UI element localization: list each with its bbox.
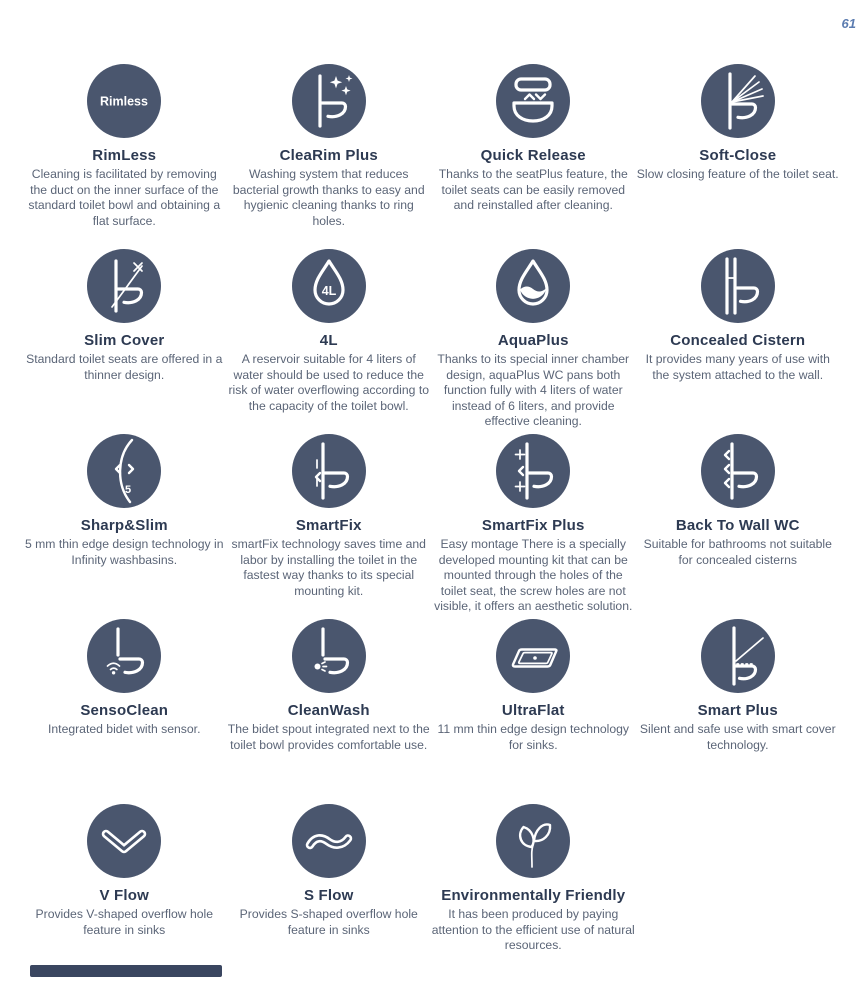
feature-description: Integrated bidet with sensor.	[48, 722, 201, 736]
feature-title: RimLess	[92, 147, 157, 164]
aquaplus-drop-icon	[496, 249, 570, 323]
feature-card-concealed-cistern	[636, 249, 841, 434]
feature-title: S Flow	[303, 887, 354, 904]
smart-plus-icon	[701, 619, 775, 693]
feature-card-v-flow	[22, 804, 227, 989]
feature-description: Silent and safe use with smart cover technology.	[639, 722, 836, 752]
svg-text:4L: 4L	[321, 284, 337, 298]
feature-description: Provides S-shaped overflow hole feature in sinks	[239, 907, 418, 937]
feature-card-clearim-plus	[227, 64, 432, 249]
smartfix-plus-icon	[496, 434, 570, 508]
quick-release-seat-icon	[496, 64, 570, 138]
feature-card-quick-release	[431, 64, 636, 249]
v-flow-icon	[87, 804, 161, 878]
smartfix-icon	[292, 434, 366, 508]
feature-card-sharp-slim	[22, 434, 227, 619]
environmentally-friendly-leaf-icon	[496, 804, 570, 878]
ultraflat-sink-icon	[496, 619, 570, 693]
feature-card-soft-close	[636, 64, 841, 249]
feature-card-cleanwash	[227, 619, 432, 804]
feature-title: V Flow	[99, 887, 150, 904]
feature-card-smartfix-plus	[431, 434, 636, 619]
feature-card-slim-cover	[22, 249, 227, 434]
feature-description: Provides V-shaped overflow hole feature in sinks	[35, 907, 213, 937]
feature-title: Quick Release	[480, 147, 586, 164]
feature-card-sensoclean	[22, 619, 227, 804]
s-flow-icon	[292, 804, 366, 878]
feature-title: Back To Wall WC	[675, 517, 800, 534]
feature-description: It has been produced by paying attention to the efficient use of natural resources.	[431, 907, 635, 953]
feature-card-back-to-wall-wc	[636, 434, 841, 619]
feature-description: It provides many years of use with the system attached to the wall.	[645, 352, 830, 382]
clearim-sparkle-toilet-icon	[292, 64, 366, 138]
feature-title: Environmentally Friendly	[441, 887, 626, 904]
feature-title: Sharp&Slim	[80, 517, 168, 534]
feature-card-rimless	[22, 64, 227, 249]
feature-title: Smart Plus	[697, 702, 778, 719]
four-liter-drop-icon	[292, 249, 366, 323]
feature-description: A reservoir suitable for 4 liters of water should be used to reduce the risk of water overflowing according to the capacity of the toilet bowl.	[228, 352, 429, 413]
feature-description: Thanks to the seatPlus feature, the toilet seats can be easily removed and reinstalled after cleaning.	[438, 167, 628, 213]
feature-description: Suitable for bathrooms not suitable for concealed cisterns	[643, 537, 832, 567]
sharp-slim-icon	[87, 434, 161, 508]
slim-cover-icon	[87, 249, 161, 323]
feature-description: Slow closing feature of the toilet seat.	[636, 167, 839, 181]
concealed-cistern-icon	[701, 249, 775, 323]
svg-text:Rimless: Rimless	[100, 94, 149, 109]
feature-card-smart-plus	[636, 619, 841, 804]
feature-description: 11 mm thin edge design technology for sinks.	[437, 722, 629, 752]
feature-title: Soft-Close	[699, 147, 777, 164]
cleanwash-icon	[292, 619, 366, 693]
feature-title: CleanWash	[287, 702, 370, 719]
footer-bar	[30, 965, 222, 977]
soft-close-lid-icon	[701, 64, 775, 138]
feature-card-s-flow	[227, 804, 432, 989]
feature-description: Cleaning is facilitated by removing the duct on the inner surface of the standard toilet bowl and obtaining a flat surface.	[28, 167, 221, 228]
feature-title: SensoClean	[80, 702, 169, 719]
feature-title: Slim Cover	[84, 332, 165, 349]
sensoclean-icon	[87, 619, 161, 693]
svg-text:5: 5	[125, 484, 132, 496]
feature-description: Washing system that reduces bacterial growth thanks to easy and hygienic cleaning thanks to ring holes.	[232, 167, 425, 228]
feature-title: AquaPlus	[497, 332, 569, 349]
feature-card-smartfix	[227, 434, 432, 619]
back-to-wall-wc-icon	[701, 434, 775, 508]
feature-description: The bidet spout integrated next to the toilet bowl provides comfortable use.	[227, 722, 430, 752]
feature-title: 4L	[319, 332, 338, 349]
feature-title: SmartFix	[295, 517, 362, 534]
feature-card-4l	[227, 249, 432, 434]
feature-description: Easy montage There is a specially developed mounting kit that can be mounted through the holes of the toilet seat, the screw holes are not visible, it offers an aesthetic solution.	[434, 537, 633, 614]
feature-description: 5 mm thin edge design technology in Infinity washbasins.	[24, 537, 224, 567]
feature-description: smartFix technology saves time and labor by installing the toilet in the fastest way thanks to its special mounting kit.	[231, 537, 426, 598]
rimless-badge-icon	[87, 64, 161, 138]
page-number: 61	[841, 16, 856, 31]
feature-description: Standard toilet seats are offered in a thinner design.	[26, 352, 223, 382]
feature-title: CleaRim Plus	[279, 147, 378, 164]
feature-title: UltraFlat	[501, 702, 565, 719]
feature-card-ultraflat	[431, 619, 636, 804]
feature-description: Thanks to its special inner chamber design, aquaPlus WC pans both function fully with 4 liters of water instead of 6 liters, and provide effective cleaning.	[437, 352, 630, 429]
feature-card-environmentally-friendly	[431, 804, 636, 989]
feature-title: Concealed Cistern	[670, 332, 806, 349]
feature-card-aquaplus	[431, 249, 636, 434]
feature-title: SmartFix Plus	[481, 517, 585, 534]
